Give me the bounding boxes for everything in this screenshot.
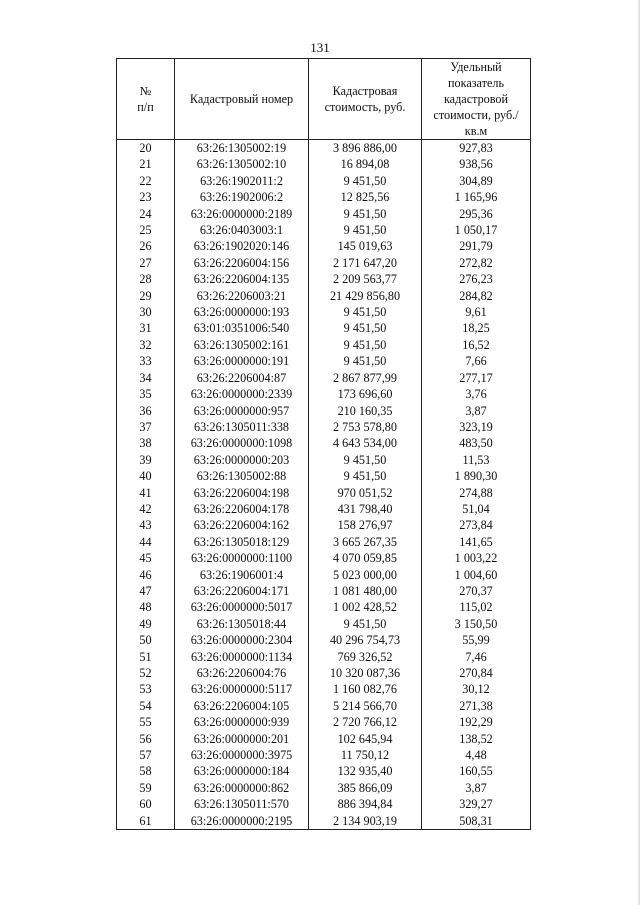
cadastral-number-cell: 63:26:2206004:135: [175, 271, 309, 287]
specific-value-cell: 16,52: [422, 337, 531, 353]
cadastral-value-cell: 9 451,50: [309, 452, 422, 468]
cadastral-number-cell: 63:26:0000000:862: [175, 780, 309, 796]
cadastral-number-cell: 63:26:2206004:171: [175, 583, 309, 599]
row-number-cell: 21: [117, 156, 175, 172]
table-row: [117, 189, 531, 205]
row-number-cell: 42: [117, 501, 175, 517]
cadastral-number-cell: 63:01:0351006:540: [175, 320, 309, 336]
row-number-cell: 26: [117, 238, 175, 254]
row-number-cell: 53: [117, 681, 175, 697]
cadastral-value-cell: 1 081 480,00: [309, 583, 422, 599]
specific-value-cell: 3,87: [422, 403, 531, 419]
table-row: [117, 156, 531, 172]
table-row: [117, 747, 531, 763]
cadastral-number-cell: 63:26:2206003:21: [175, 288, 309, 304]
row-number-cell: 29: [117, 288, 175, 304]
cadastral-value-cell: 2 720 766,12: [309, 714, 422, 730]
table-row: [117, 632, 531, 648]
cadastral-number-cell: 63:26:2206004:105: [175, 698, 309, 714]
table-row: [117, 140, 531, 157]
cadastral-number-cell: 63:26:2206004:162: [175, 517, 309, 533]
specific-value-cell: 18,25: [422, 320, 531, 336]
specific-value-cell: 323,19: [422, 419, 531, 435]
row-number-cell: 45: [117, 550, 175, 566]
specific-value-cell: 295,36: [422, 206, 531, 222]
table-row: [117, 353, 531, 369]
header-cadastral-value: Кадастровая стоимость, руб.: [309, 59, 422, 140]
row-number-cell: 24: [117, 206, 175, 222]
cadastral-number-cell: 63:26:0000000:193: [175, 304, 309, 320]
table-row: [117, 616, 531, 632]
row-number-cell: 57: [117, 747, 175, 763]
cadastral-number-cell: 63:26:0000000:203: [175, 452, 309, 468]
specific-value-cell: 274,88: [422, 485, 531, 501]
cadastral-number-cell: 63:26:0403003:1: [175, 222, 309, 238]
cadastral-value-cell: 40 296 754,73: [309, 632, 422, 648]
row-number-cell: 51: [117, 649, 175, 665]
table-row: [117, 173, 531, 189]
cadastral-value-cell: 4 070 059,85: [309, 550, 422, 566]
cadastral-value-cell: 9 451,50: [309, 173, 422, 189]
cadastral-value-cell: 2 134 903,19: [309, 813, 422, 830]
cadastral-number-cell: 63:26:2206004:87: [175, 370, 309, 386]
row-number-cell: 40: [117, 468, 175, 484]
row-number-cell: 61: [117, 813, 175, 830]
table-row: [117, 206, 531, 222]
specific-value-cell: 115,02: [422, 599, 531, 615]
row-number-cell: 43: [117, 517, 175, 533]
cadastral-value-cell: 9 451,50: [309, 304, 422, 320]
specific-value-cell: 3,76: [422, 386, 531, 402]
specific-value-cell: 272,82: [422, 255, 531, 271]
cadastral-value-cell: 2 209 563,77: [309, 271, 422, 287]
cadastral-value-cell: 16 894,08: [309, 156, 422, 172]
row-number-cell: 54: [117, 698, 175, 714]
table-row: [117, 550, 531, 566]
table-row: [117, 386, 531, 402]
cadastral-value-cell: 210 160,35: [309, 403, 422, 419]
cadastral-value-cell: 10 320 087,36: [309, 665, 422, 681]
row-number-cell: 25: [117, 222, 175, 238]
cadastral-value-cell: 11 750,12: [309, 747, 422, 763]
table-row: [117, 222, 531, 238]
cadastral-value-cell: 3 896 886,00: [309, 140, 422, 157]
row-number-cell: 23: [117, 189, 175, 205]
cadastral-value-cell: 9 451,50: [309, 468, 422, 484]
specific-value-cell: 270,37: [422, 583, 531, 599]
table-row: [117, 780, 531, 796]
cadastral-number-cell: 63:26:1305018:129: [175, 534, 309, 550]
table-row: [117, 288, 531, 304]
table-row: [117, 419, 531, 435]
table-row: [117, 649, 531, 665]
specific-value-cell: 329,27: [422, 796, 531, 812]
table-row: [117, 534, 531, 550]
cadastral-number-cell: 63:26:0000000:3975: [175, 747, 309, 763]
row-number-cell: 55: [117, 714, 175, 730]
cadastral-number-cell: 63:26:0000000:957: [175, 403, 309, 419]
specific-value-cell: 51,04: [422, 501, 531, 517]
row-number-cell: 52: [117, 665, 175, 681]
table-row: [117, 665, 531, 681]
cadastral-number-cell: 63:26:0000000:2304: [175, 632, 309, 648]
table-row: [117, 681, 531, 697]
row-number-cell: 34: [117, 370, 175, 386]
row-number-cell: 58: [117, 763, 175, 779]
cadastral-value-cell: 9 451,50: [309, 320, 422, 336]
table-row: [117, 813, 531, 830]
cadastral-value-cell: 385 866,09: [309, 780, 422, 796]
cadastral-number-cell: 63:26:0000000:2339: [175, 386, 309, 402]
table-row: [117, 304, 531, 320]
specific-value-cell: 273,84: [422, 517, 531, 533]
cadastral-value-cell: 102 645,94: [309, 731, 422, 747]
cadastral-value-cell: 5 214 566,70: [309, 698, 422, 714]
cadastral-value-cell: 145 019,63: [309, 238, 422, 254]
row-number-cell: 59: [117, 780, 175, 796]
specific-value-cell: 3 150,50: [422, 616, 531, 632]
cadastral-value-cell: 9 451,50: [309, 206, 422, 222]
cadastral-number-cell: 63:26:2206004:76: [175, 665, 309, 681]
header-row-number: [117, 59, 175, 140]
cadastral-number-cell: 63:26:0000000:5017: [175, 599, 309, 615]
cadastral-number-cell: 63:26:2206004:178: [175, 501, 309, 517]
specific-value-cell: 55,99: [422, 632, 531, 648]
cadastral-number-cell: 63:26:1305002:10: [175, 156, 309, 172]
header-specific-value: Удельный показатель кадастровой стоимости, руб./кв.м: [422, 59, 531, 140]
cadastral-number-cell: 63:26:0000000:184: [175, 763, 309, 779]
cadastral-number-cell: 63:26:0000000:1134: [175, 649, 309, 665]
table-row: [117, 796, 531, 812]
cadastral-number-cell: 63:26:2206004:156: [175, 255, 309, 271]
specific-value-cell: 1 890,30: [422, 468, 531, 484]
specific-value-cell: 9,61: [422, 304, 531, 320]
cadastral-number-cell: 63:26:1902006:2: [175, 189, 309, 205]
row-number-cell: 50: [117, 632, 175, 648]
specific-value-cell: 1 050,17: [422, 222, 531, 238]
cadastral-value-cell: 173 696,60: [309, 386, 422, 402]
table-row: [117, 501, 531, 517]
specific-value-cell: 7,46: [422, 649, 531, 665]
table-row: [117, 337, 531, 353]
cadastral-number-cell: 63:26:1305002:19: [175, 140, 309, 157]
header-number-sign: №: [139, 84, 152, 98]
specific-value-cell: 1 165,96: [422, 189, 531, 205]
table-body: [117, 140, 531, 830]
cadastral-number-cell: 63:26:1906001:4: [175, 567, 309, 583]
specific-value-cell: 1 004,60: [422, 567, 531, 583]
specific-value-cell: 483,50: [422, 435, 531, 451]
row-number-cell: 30: [117, 304, 175, 320]
cadastral-value-cell: 2 171 647,20: [309, 255, 422, 271]
specific-value-cell: 304,89: [422, 173, 531, 189]
specific-value-cell: 276,23: [422, 271, 531, 287]
cadastral-value-cell: 1 160 082,76: [309, 681, 422, 697]
specific-value-cell: 11,53: [422, 452, 531, 468]
cadastral-value-cell: 1 002 428,52: [309, 599, 422, 615]
cadastral-number-cell: 63:26:0000000:5117: [175, 681, 309, 697]
header-pp: п/п: [137, 100, 154, 114]
cadastral-number-cell: 63:26:1305018:44: [175, 616, 309, 632]
cadastral-number-cell: 63:26:0000000:1100: [175, 550, 309, 566]
specific-value-cell: 1 003,22: [422, 550, 531, 566]
cadastral-value-cell: 132 935,40: [309, 763, 422, 779]
cadastral-value-cell: 2 867 877,99: [309, 370, 422, 386]
cadastral-value-cell: 9 451,50: [309, 337, 422, 353]
table-row: [117, 403, 531, 419]
row-number-cell: 33: [117, 353, 175, 369]
specific-value-cell: 30,12: [422, 681, 531, 697]
cadastral-number-cell: 63:26:1902020:146: [175, 238, 309, 254]
specific-value-cell: 271,38: [422, 698, 531, 714]
row-number-cell: 35: [117, 386, 175, 402]
specific-value-cell: 284,82: [422, 288, 531, 304]
specific-value-cell: 192,29: [422, 714, 531, 730]
cadastral-number-cell: 63:26:1305002:161: [175, 337, 309, 353]
row-number-cell: 20: [117, 140, 175, 157]
table-row: [117, 271, 531, 287]
table-row: [117, 517, 531, 533]
row-number-cell: 44: [117, 534, 175, 550]
specific-value-cell: 7,66: [422, 353, 531, 369]
cadastral-value-cell: 769 326,52: [309, 649, 422, 665]
cadastral-number-cell: 63:26:1902011:2: [175, 173, 309, 189]
table-row: [117, 583, 531, 599]
row-number-cell: 38: [117, 435, 175, 451]
table-row: [117, 468, 531, 484]
cadastral-value-cell: 970 051,52: [309, 485, 422, 501]
row-number-cell: 46: [117, 567, 175, 583]
cadastral-number-cell: 63:26:0000000:1098: [175, 435, 309, 451]
specific-value-cell: 3,87: [422, 780, 531, 796]
table-row: [117, 714, 531, 730]
specific-value-cell: 277,17: [422, 370, 531, 386]
row-number-cell: 49: [117, 616, 175, 632]
specific-value-cell: 927,83: [422, 140, 531, 157]
table-row: [117, 731, 531, 747]
row-number-cell: 27: [117, 255, 175, 271]
row-number-cell: 31: [117, 320, 175, 336]
cadastral-value-cell: 9 451,50: [309, 353, 422, 369]
row-number-cell: 48: [117, 599, 175, 615]
table-row: [117, 238, 531, 254]
cadastral-number-cell: 63:26:1305011:338: [175, 419, 309, 435]
cadastral-number-cell: 63:26:0000000:939: [175, 714, 309, 730]
row-number-cell: 22: [117, 173, 175, 189]
cadastral-value-cell: 431 798,40: [309, 501, 422, 517]
cadastral-number-cell: 63:26:0000000:2195: [175, 813, 309, 830]
row-number-cell: 36: [117, 403, 175, 419]
specific-value-cell: 291,79: [422, 238, 531, 254]
row-number-cell: 37: [117, 419, 175, 435]
cadastral-number-cell: 63:26:0000000:201: [175, 731, 309, 747]
table-row: [117, 698, 531, 714]
cadastral-value-cell: 12 825,56: [309, 189, 422, 205]
specific-value-cell: 138,52: [422, 731, 531, 747]
table-row: [117, 452, 531, 468]
specific-value-cell: 4,48: [422, 747, 531, 763]
cadastral-value-cell: 2 753 578,80: [309, 419, 422, 435]
table-row: [117, 763, 531, 779]
specific-value-cell: 141,65: [422, 534, 531, 550]
header-cadastral-number: Кадастровый номер: [175, 59, 309, 140]
row-number-cell: 56: [117, 731, 175, 747]
row-number-cell: 32: [117, 337, 175, 353]
cadastral-value-cell: 886 394,84: [309, 796, 422, 812]
cadastral-value-cell: 9 451,50: [309, 222, 422, 238]
table-row: [117, 485, 531, 501]
cadastral-number-cell: 63:26:1305002:88: [175, 468, 309, 484]
table-row: [117, 255, 531, 271]
table-row: [117, 599, 531, 615]
cadastral-value-cell: 5 023 000,00: [309, 567, 422, 583]
cadastral-number-cell: 63:26:2206004:198: [175, 485, 309, 501]
cadastral-value-cell: 9 451,50: [309, 616, 422, 632]
cadastral-value-cell: 3 665 267,35: [309, 534, 422, 550]
row-number-cell: 41: [117, 485, 175, 501]
cadastral-number-cell: 63:26:0000000:191: [175, 353, 309, 369]
specific-value-cell: 160,55: [422, 763, 531, 779]
table-row: [117, 435, 531, 451]
cadastral-value-cell: 158 276,97: [309, 517, 422, 533]
table-row: [117, 567, 531, 583]
table-header-row: [117, 59, 531, 140]
cadastral-number-cell: 63:26:1305011:570: [175, 796, 309, 812]
row-number-cell: 60: [117, 796, 175, 812]
cadastral-value-cell: 21 429 856,80: [309, 288, 422, 304]
specific-value-cell: 938,56: [422, 156, 531, 172]
cadastral-number-cell: 63:26:0000000:2189: [175, 206, 309, 222]
row-number-cell: 28: [117, 271, 175, 287]
cadastral-value-cell: 4 643 534,00: [309, 435, 422, 451]
page-number: 131: [310, 40, 330, 55]
cadastral-value-table: [116, 58, 531, 830]
specific-value-cell: 270,84: [422, 665, 531, 681]
row-number-cell: 39: [117, 452, 175, 468]
specific-value-cell: 508,31: [422, 813, 531, 830]
table-row: [117, 320, 531, 336]
table-row: [117, 370, 531, 386]
row-number-cell: 47: [117, 583, 175, 599]
